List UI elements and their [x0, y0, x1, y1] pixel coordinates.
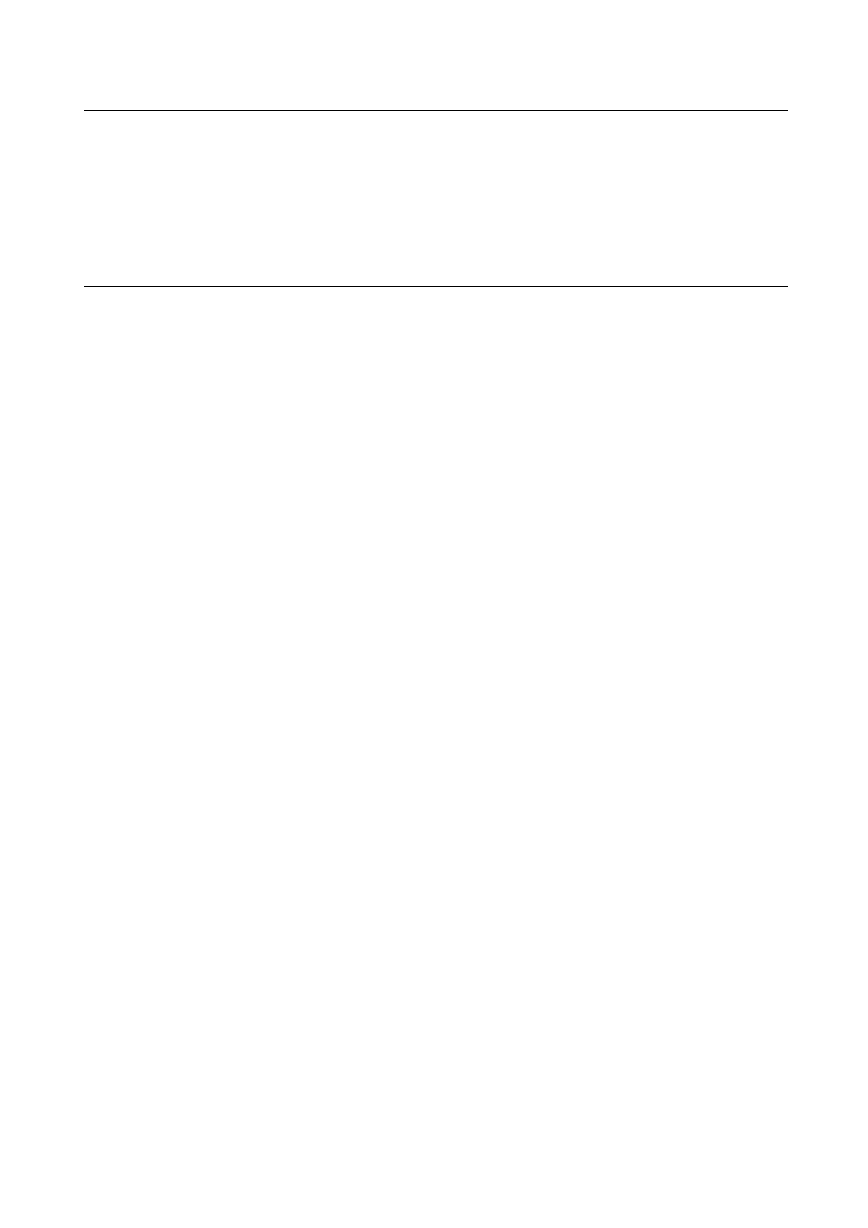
section-heading — [84, 250, 788, 287]
page-header — [84, 92, 788, 111]
